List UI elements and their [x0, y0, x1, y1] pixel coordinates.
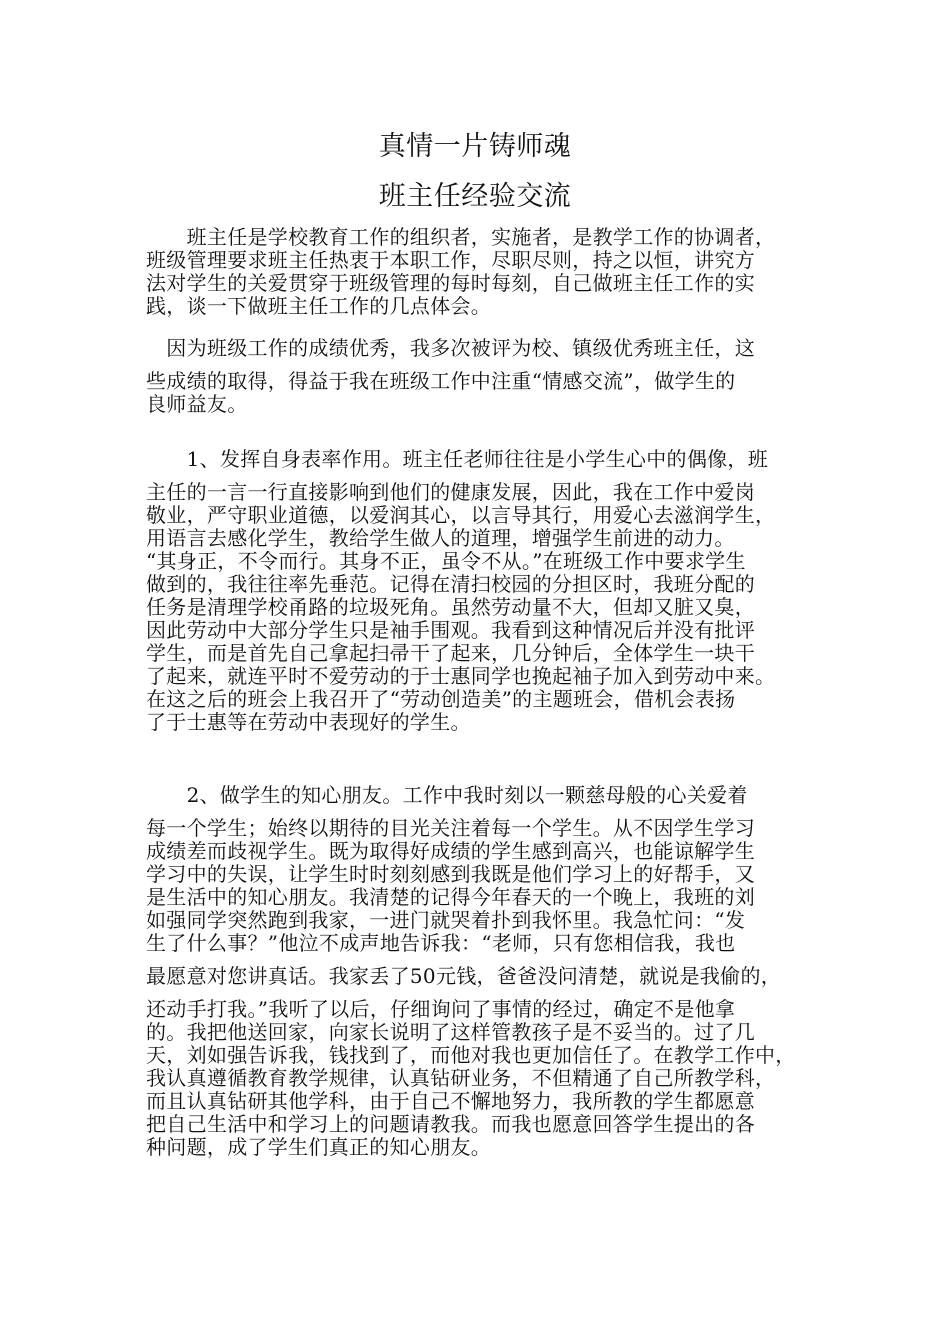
- paragraph-intro: [146, 226, 826, 318]
- paragraph-line: 种问题，成了学生们真正的知心朋友。: [146, 1135, 492, 1159]
- paragraph-line: 1、发挥自身表率作用。班主任老师往往是小学生心中的偶像，班: [146, 447, 769, 471]
- paragraph-line: 班级管理要求班主任热衷于本职工作，尽职尽则，持之以恒，讲究方: [146, 248, 755, 272]
- paragraph-line: 些成绩的取得，得益于我在班级工作中注重“情感交流”，做学生的: [146, 369, 736, 393]
- paragraph-line: 践，谈一下做班主任工作的几点体会。: [146, 294, 492, 318]
- paragraph-line: 因此劳动中大部分学生只是袖手围观。我看到这种情况后并没有批评: [146, 618, 755, 642]
- paragraph-line: 我认真遵循教育教学规律，认真钻研业务，不但精通了自己所教学科，: [146, 1066, 776, 1090]
- paragraph-line: 良师益友。: [146, 392, 248, 416]
- paragraph-point-1: [146, 448, 826, 734]
- paragraph-line: 成绩差而歧视学生。既为取得好成绩的学生感到高兴，也能谅解学生: [146, 839, 755, 863]
- paragraph-line: 在这之后的班会上我召开了“劳动创造美”的主题班会，借机会表扬: [146, 687, 736, 711]
- paragraph-line: “其身正，不令而行。其身不正，虽令不从。”在班级工作中要求学生: [146, 549, 746, 573]
- paragraph-line: 每一个学生；始终以期待的目光关注着每一个学生。从不因学生学习: [146, 816, 755, 840]
- paragraph-line: 把自己生活中和学习上的问题请教我。而我也愿意回答学生提出的各: [146, 1112, 755, 1136]
- paragraph-line: 天，刘如强告诉我，钱找到了，而他对我也更加信任了。在教学工作中，: [146, 1043, 796, 1067]
- paragraph-line: 了于士惠等在劳动中表现好的学生。: [146, 710, 471, 734]
- paragraph-line: 而且认真钻研其他学科，由于自己不懈地努力，我所教的学生都愿意: [146, 1089, 755, 1113]
- paragraph-line: 的。我把他送回家，向家长说明了这样管教孩子是不妥当的。过了几: [146, 1020, 755, 1044]
- paragraph-point-2: [146, 784, 826, 1159]
- paragraph-line: 是生活中的知心朋友。我清楚的记得今年春天的一个晚上，我班的刘: [146, 885, 755, 909]
- document-title: 真情一片铸师魂: [378, 131, 572, 162]
- paragraph-line: 因为班级工作的成绩优秀，我多次被评为校、镇级优秀班主任，这: [146, 336, 755, 360]
- paragraph-line: 生了什么事？”他泣不成声地告诉我：“老师，只有您相信我，我也: [146, 931, 736, 955]
- paragraph-line: 班主任是学校教育工作的组织者，实施者，是教学工作的协调者，: [146, 225, 776, 249]
- paragraph-line: 如强同学突然跑到我家，一进门就哭着扑到我怀里。我急忙问：“发: [146, 908, 746, 932]
- paragraph-line: 敬业，严守职业道德，以爱润其心，以言导其行，用爱心去滋润学生，: [146, 503, 776, 527]
- paragraph-line: 做到的，我往往率先垂范。记得在清扫校园的分担区时，我班分配的: [146, 572, 755, 596]
- document-subtitle: 班主任经验交流: [378, 181, 572, 212]
- paragraph-line: 主任的一言一行直接影响到他们的健康发展，因此，我在工作中爱岗: [146, 480, 755, 504]
- paragraph-line: 学习中的失误，让学生时时刻刻感到我既是他们学习上的好帮手，又: [146, 862, 755, 886]
- paragraph-line: 任务是清理学校甬路的垃圾死角。虽然劳动量不大，但却又脏又臭，: [146, 595, 755, 619]
- paragraph-line: 学生，而是首先自己拿起扫帚干了起来，几分钟后，全体学生一块干: [146, 641, 755, 665]
- paragraph-line: 了起来，就连平时不爱劳动的于士惠同学也挽起袖子加入到劳动中来。: [146, 664, 776, 688]
- paragraph-line: 最愿意对您讲真话。我家丢了50元钱，爸爸没问清楚，就说是我偷的，: [146, 964, 782, 988]
- paragraph-line: 还动手打我。”我听了以后，仔细询问了事情的经过，确定不是他拿: [146, 997, 736, 1021]
- paragraph-achievement: [146, 337, 826, 416]
- paragraph-line: 法对学生的关爱贯穿于班级管理的每时每刻，自己做班主任工作的实: [146, 271, 755, 295]
- paragraph-line: 2、做学生的知心朋友。工作中我时刻以一颗慈母般的心关爱着: [146, 783, 748, 807]
- paragraph-line: 用语言去感化学生，教给学生做人的道理，增强学生前进的动力。: [146, 526, 735, 550]
